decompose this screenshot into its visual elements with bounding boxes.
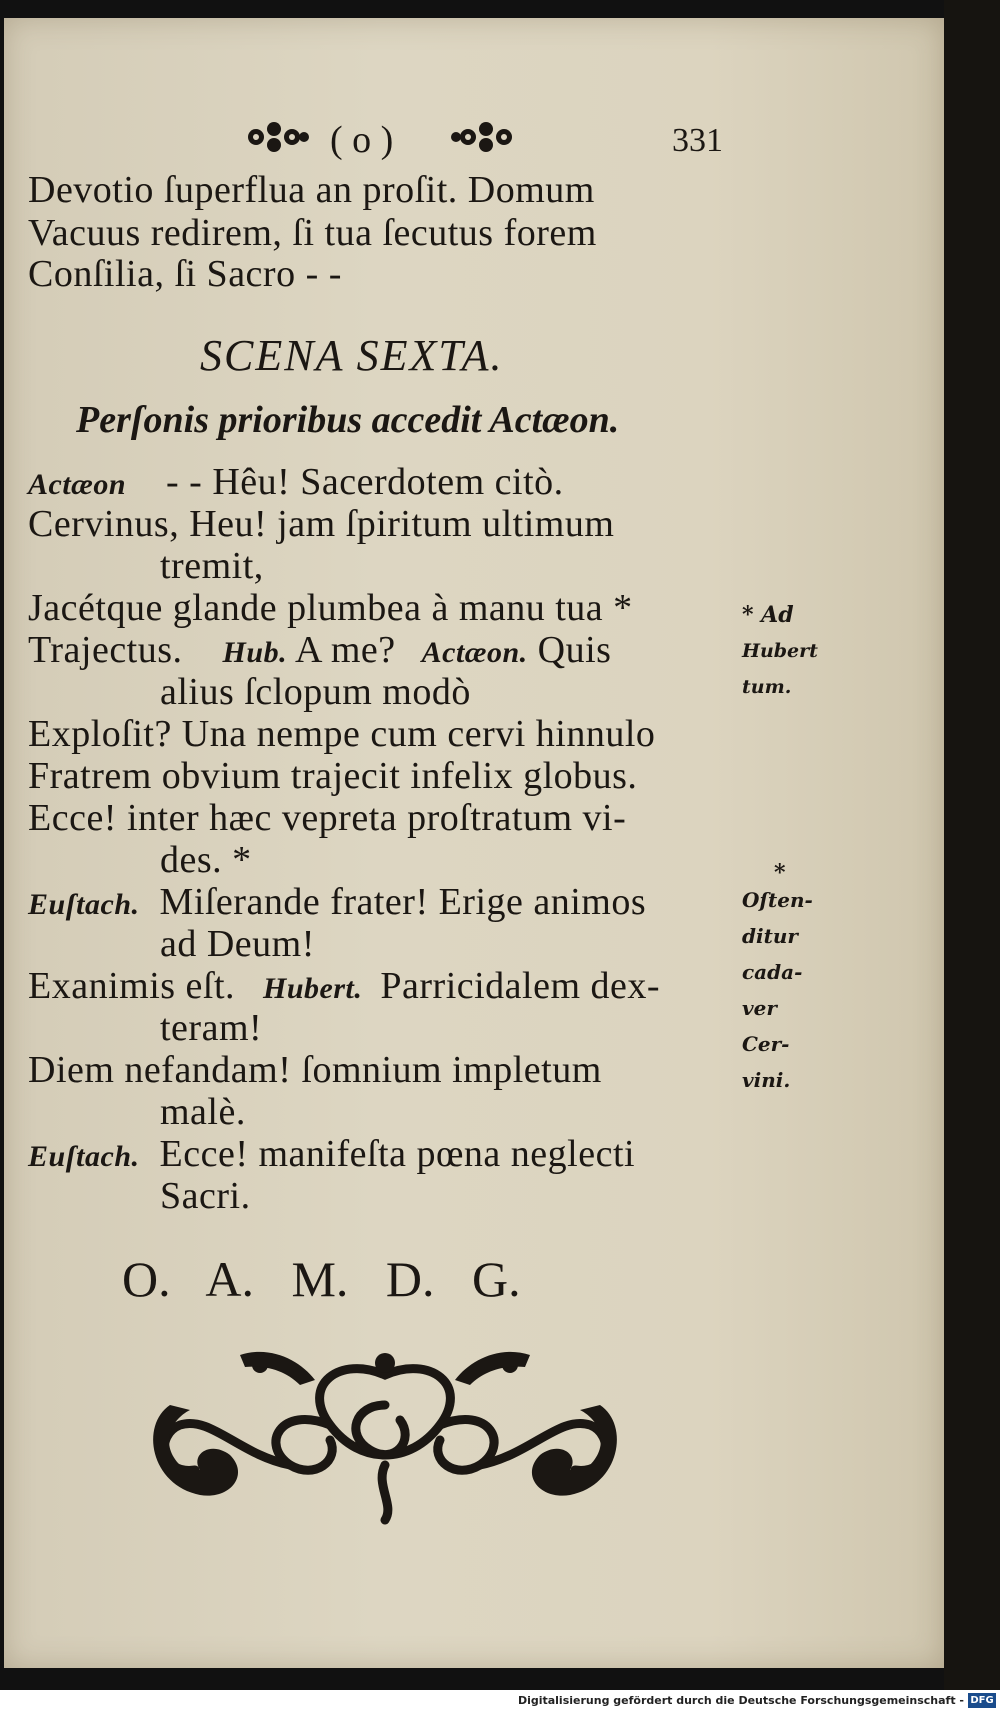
margin-note: cada- <box>742 960 803 984</box>
header-left-ornament-icon <box>246 117 310 161</box>
dialogue-line: Fratrem obvium trajecit infelix globus. <box>28 755 638 797</box>
margin-note: vini. <box>742 1068 791 1092</box>
dialogue-text: Trajectus. <box>28 629 183 671</box>
closing-line: O. A. M. D. G. <box>122 1251 521 1307</box>
dfg-logo: DFG <box>968 1693 996 1708</box>
header-right-ornament-icon <box>450 117 514 161</box>
margin-note: ditur <box>742 924 798 948</box>
dialogue-text: Quis <box>537 629 612 671</box>
header-center: ( o ) <box>330 119 394 161</box>
footer-credit: Digitalisierung gefördert durch die Deutsche Forschungsgemeinschaft - <box>517 1694 964 1707</box>
dialogue-text: Ecce! manifeſta pœna neglecti <box>159 1133 636 1175</box>
margin-note: Hubert <box>742 640 818 662</box>
dialogue-text: - - Hêu! Sacerdotem citò. <box>166 461 564 503</box>
dialogue-line: teram! <box>160 1007 263 1049</box>
scene-subtitle: Perſonis prioribus accedit Actæon. <box>76 399 620 441</box>
dialogue-line <box>28 460 564 504</box>
speaker-name: Euſtach. <box>28 1140 140 1173</box>
speaker-name: Actæon <box>28 468 127 501</box>
text-line: Conſilia, ſi Sacro - - <box>28 253 342 295</box>
footer-bar <box>0 1690 1000 1715</box>
dialogue-line: tremit, <box>160 545 264 587</box>
dialogue-line: des. * <box>160 839 252 881</box>
page-number: 331 <box>672 122 723 159</box>
scan-background <box>944 0 1000 1690</box>
margin-note: ver <box>742 996 777 1020</box>
dialogue-line <box>28 628 611 672</box>
text-line: Vacuus redirem, ſi tua ſecutus forem <box>28 212 597 254</box>
margin-note: Oſten- <box>742 888 813 912</box>
dialogue-line <box>28 964 660 1008</box>
dialogue-line <box>28 880 646 924</box>
dialogue-line: ad Deum! <box>160 923 315 965</box>
margin-note: tum. <box>742 676 792 698</box>
dialogue-line: Sacri. <box>160 1175 251 1217</box>
margin-note: Cer- <box>742 1032 790 1056</box>
speaker-name: Hub. <box>222 636 288 669</box>
speaker-name: Hubert. <box>263 972 363 1005</box>
dialogue-line: Diem nefandam! ſomnium impletum <box>28 1049 602 1091</box>
tailpiece-ornament-icon <box>140 1345 630 1529</box>
dialogue-text: Miſerande frater! Erige animos <box>159 881 647 923</box>
dialogue-line <box>28 1132 635 1176</box>
dialogue-text: Parricidalem dex- <box>380 965 661 1007</box>
dialogue-text: A me? <box>294 629 396 671</box>
margin-note: * <box>774 860 786 886</box>
dialogue-line: Ecce! inter hæc vepreta proſtratum vi- <box>28 797 627 839</box>
text-line: Devotio ſuperflua an proſit. Domum <box>28 169 595 211</box>
dialogue-line: Exploſit? Una nempe cum cervi hinnulo <box>28 713 656 755</box>
dialogue-line: alius ſclopum modò <box>160 671 471 713</box>
margin-note: * Ad <box>742 602 794 628</box>
dialogue-line: Jacétque glande plumbea à manu tua * <box>28 587 633 629</box>
scene-title: SCENA SEXTA. <box>200 331 504 380</box>
dialogue-line: malè. <box>160 1091 246 1133</box>
speaker-name: Euſtach. <box>28 888 140 921</box>
dialogue-line: Cervinus, Heu! jam ſpiritum ultimum <box>28 503 615 545</box>
dialogue-text: Exanimis eſt. <box>28 965 236 1007</box>
speaker-name: Actæon. <box>421 636 528 669</box>
